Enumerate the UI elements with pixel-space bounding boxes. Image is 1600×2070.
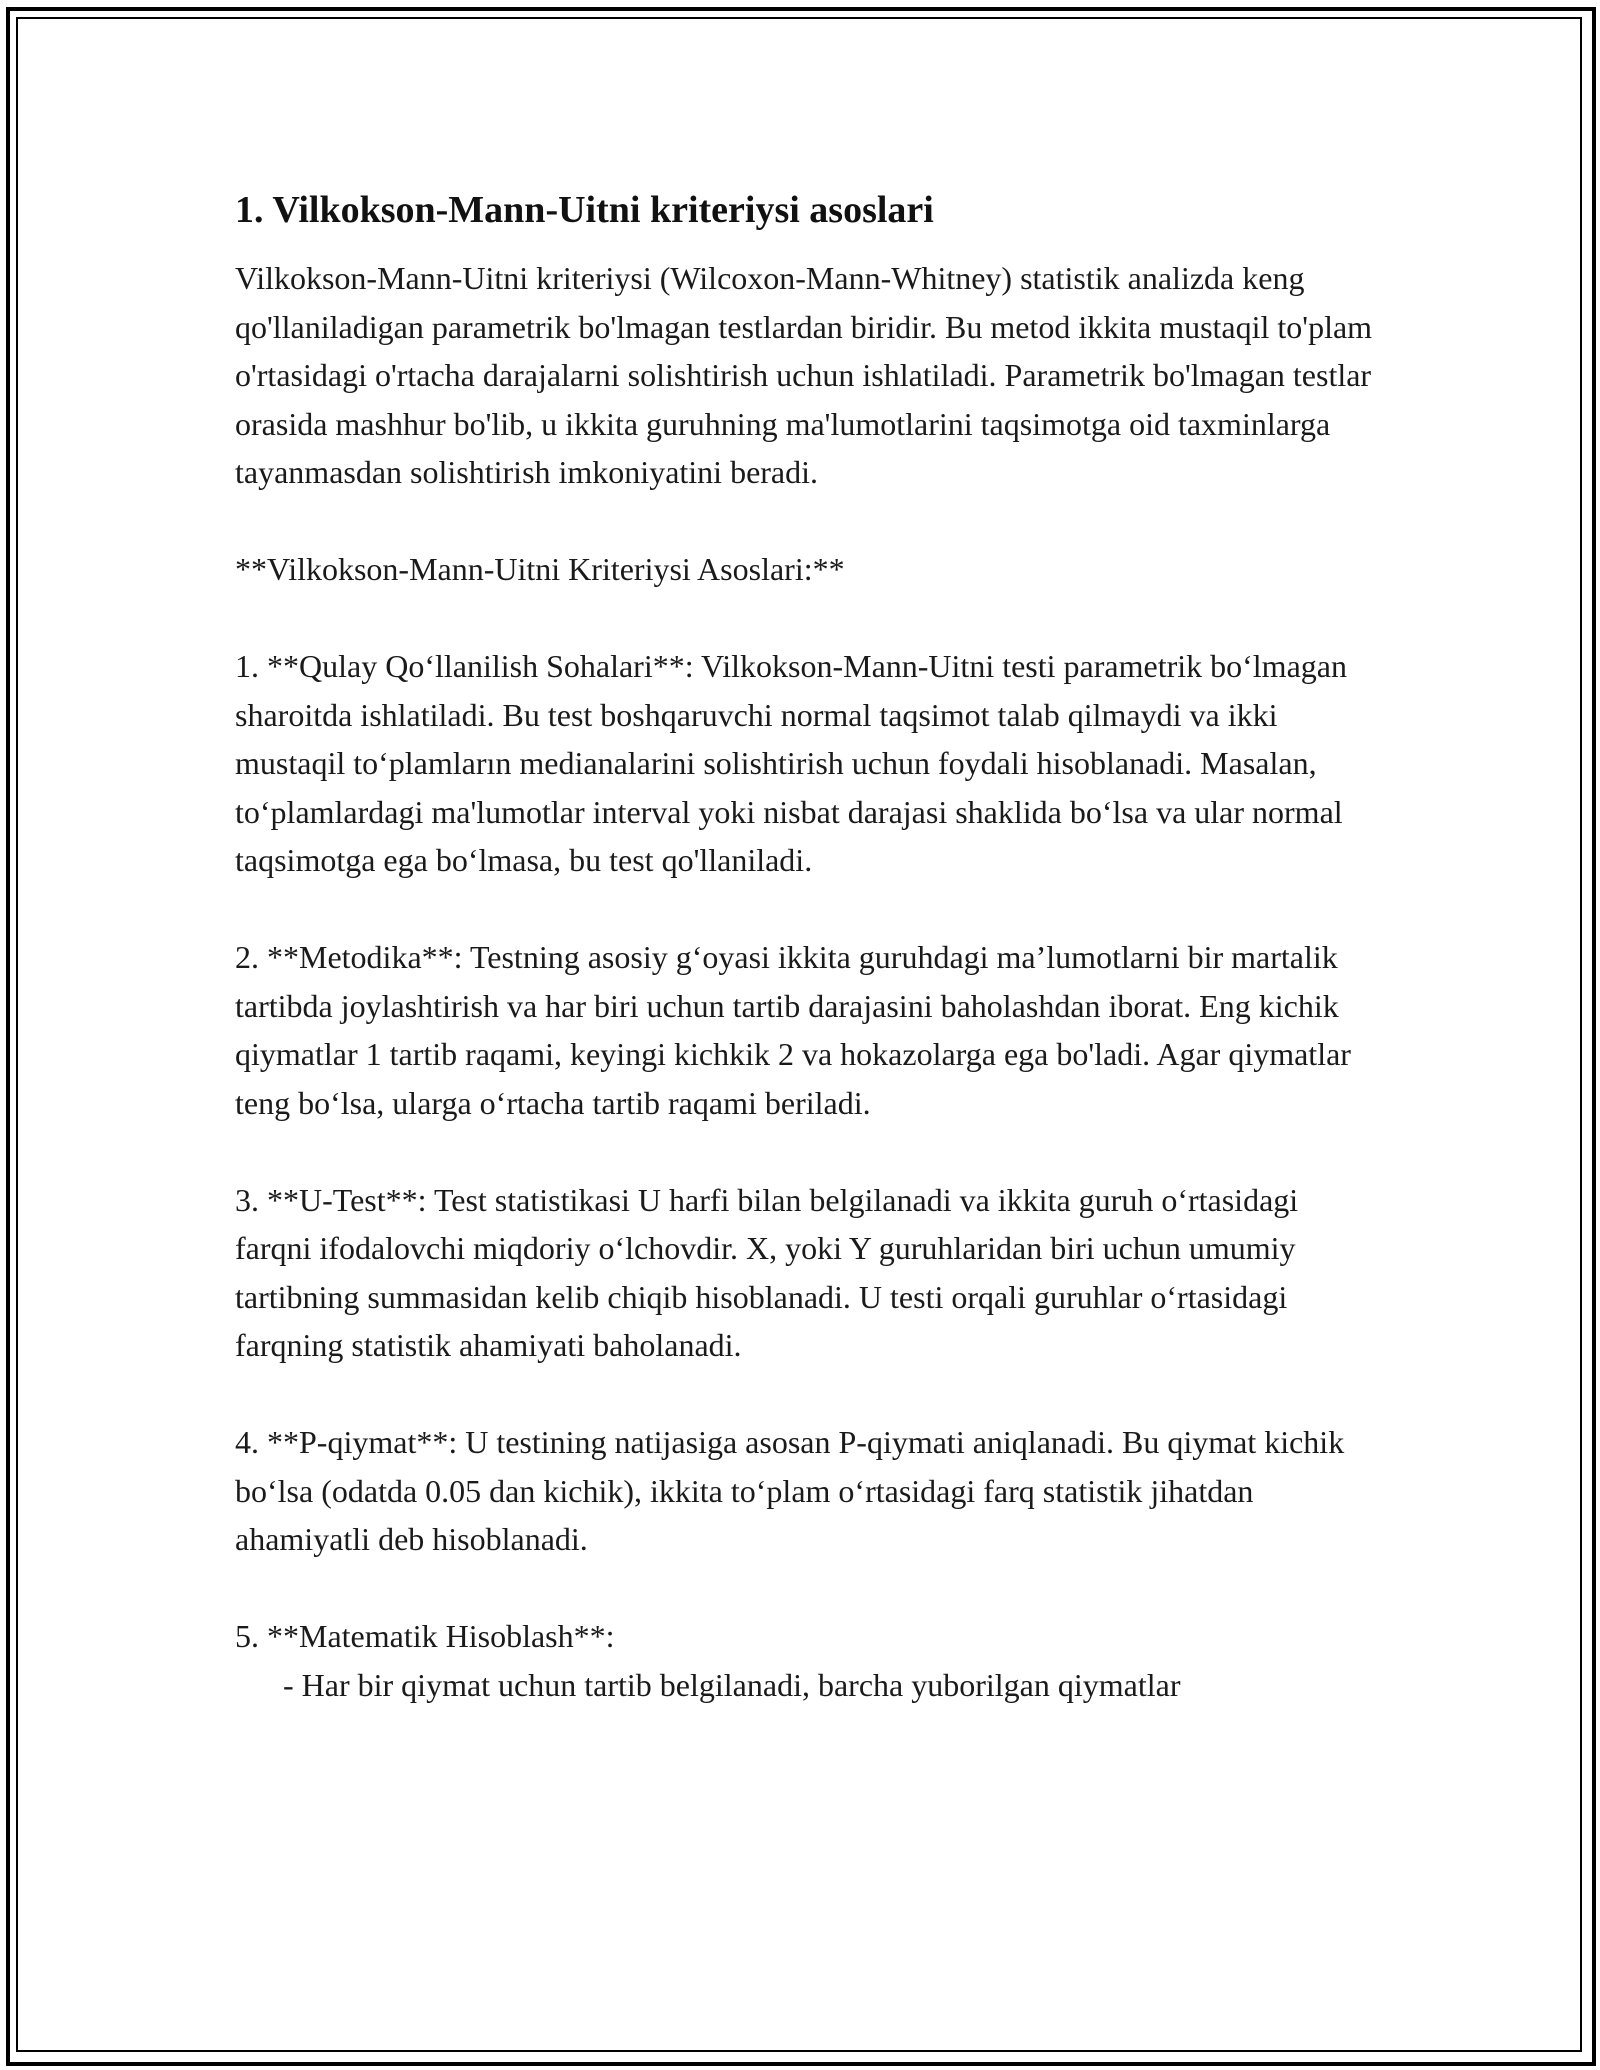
paragraph-gap bbox=[235, 1564, 1375, 1613]
paragraph-gap bbox=[235, 497, 1375, 546]
paragraph-gap bbox=[235, 885, 1375, 934]
list-item-1: 1. **Qulay Qo‘llanilish Sohalari**: Vilkokson-Mann-Uitni testi parametrik bo‘lmagan sharoitda ishlatiladi. Bu test boshqaruvchi normal taqsimot talab qilmaydi va ikki mustaqil to‘plamların medianalarini solishtirish uchun foydali hisoblanadi. Masalan, to‘plamlardagi ma'lumotlar interval yoki nisbat darajasi shaklida bo‘lsa va ular normal taqsimotga ega bo‘lmasa, bu test qo'llaniladi. bbox=[235, 648, 1355, 878]
paragraph-gap bbox=[235, 594, 1375, 643]
section-heading: 1. Vilkokson-Mann-Uitni kriteriysi asoslari bbox=[235, 189, 934, 231]
paragraph-gap bbox=[235, 1370, 1375, 1419]
list-item-3: 3. **U-Test**: Test statistikasi U harfi bilan belgilanadi va ikkita guruh o‘rtasidagi farqni ifodalovchi miqdoriy o‘lchovdir. X, yoki Y guruhlaridan biri uchun umumiy tartibning summasidan kelib chiqib hisoblanadi. U testi orqali guruhlar o‘rtasidagi farqning statistik ahamiyati baholanadi. bbox=[235, 1181, 1307, 1363]
list-item-2: 2. **Metodika**: Testning asosiy g‘oyasi ikkita guruhdagi ma’lumotlarni bir martalik tartibda joylashtirish va har biri uchun tartib darajasini baholashdan iborat. Eng kichik qiymatlar 1 tartib raqami, keyingi kichkik 2 va hokazolarga ega bo'ladi. Agar qiymatlar teng bo‘lsa, ularga o‘rtacha tartib raqami beriladi. bbox=[235, 939, 1359, 1121]
list-sub-item: - Har bir qiymat uchun tartib belgilanadi, barcha yuborilgan qiymatlar bbox=[283, 1666, 1181, 1703]
list-item-4: 4. **P-qiymat**: U testining natijasiga asosan P-qiymati aniqlanadi. Bu qiymat kichik bo‘lsa (odatda 0.05 dan kichik), ikkita to‘plam o‘rtasidagi farq statistik jihatdan ahamiyatli deb hisoblanadi. bbox=[235, 1424, 1353, 1557]
document-body bbox=[235, 186, 1381, 1709]
intro-paragraph: Vilkokson-Mann-Uitni kriteriysi (Wilcoxon-Mann-Whitney) statistik analizda keng qo'llaniladigan parametrik bo'lmagan testlardan biridir. Bu metod ikkita mustaqil to'plam o'rtasidagi o'rtacha darajalarni solishtirish uchun ishlatiladi. Parametrik bo'lmagan testlar orasida mashhur bo'lib, u ikkita guruhning ma'lumotlarini taqsimotga oid taxminlarga tayanmasdan solishtirish imkoniyatini beradi. bbox=[235, 260, 1381, 490]
paragraph-gap bbox=[235, 1127, 1375, 1176]
subheading-paragraph: **Vilkokson-Mann-Uitni Kriteriysi Asoslari:** bbox=[235, 551, 845, 587]
list-item-5: 5. **Matematik Hisoblash**: bbox=[235, 1618, 615, 1654]
